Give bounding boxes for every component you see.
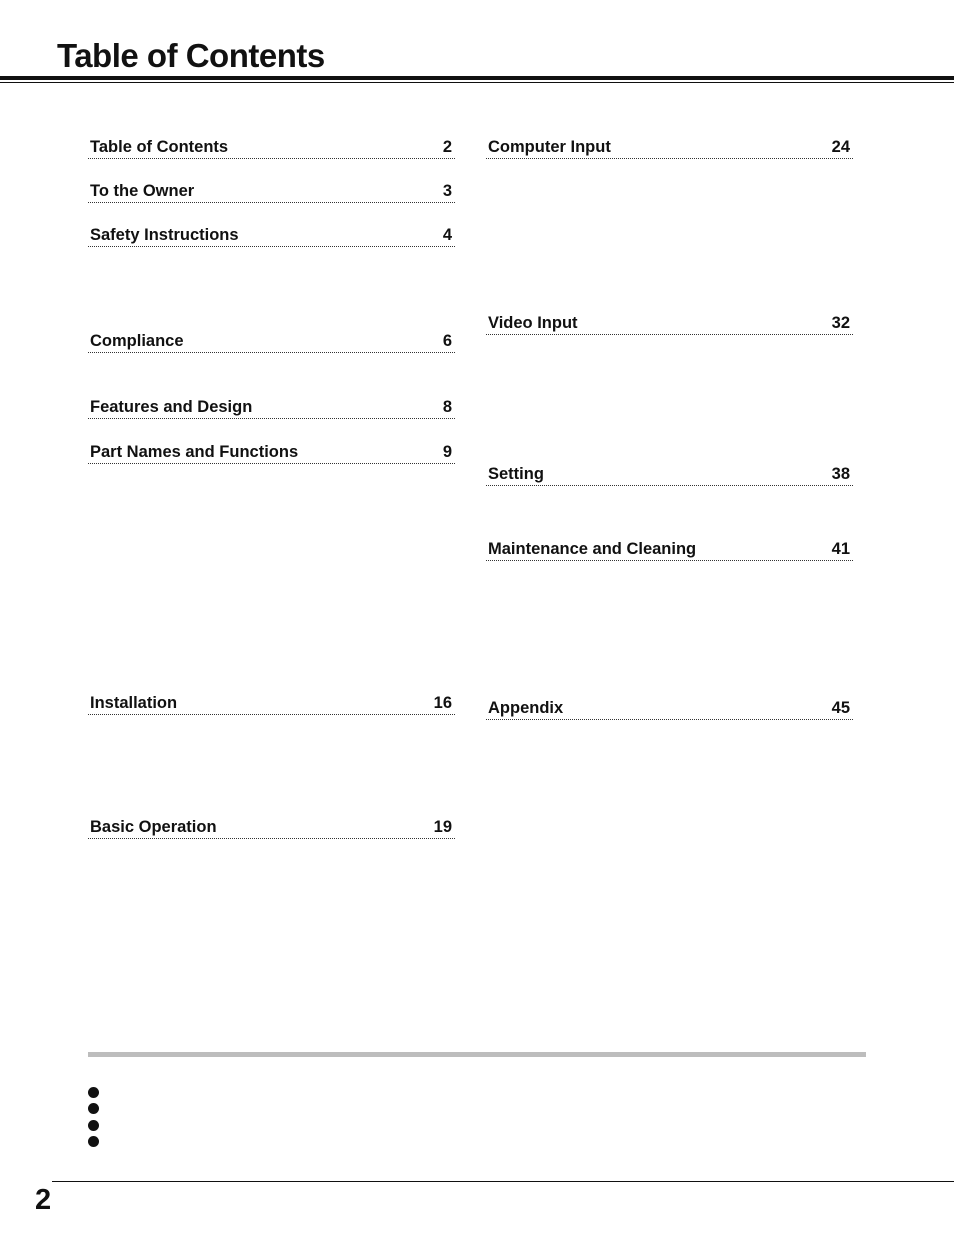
note-divider-bar [88, 1052, 866, 1057]
toc-entry-appendix[interactable] [486, 698, 853, 720]
toc-entry-title: Setting [488, 465, 544, 483]
bullet-icon [88, 1087, 99, 1098]
toc-entry-title: Safety Instructions [90, 226, 239, 244]
toc-entry-page: 19 [433, 818, 452, 836]
toc-entry-title: Features and Design [90, 398, 253, 416]
bullet-icon [88, 1120, 99, 1131]
toc-entry-computer-input[interactable] [486, 137, 853, 159]
toc-entry-page: 45 [831, 699, 850, 717]
toc-entry-title: Video Input [488, 314, 578, 332]
toc-entry-maintenance-and-cleaning[interactable] [486, 539, 853, 561]
toc-entry-page: 41 [831, 540, 850, 558]
toc-entry-page: 8 [442, 398, 452, 416]
toc-entry-page: 32 [831, 314, 850, 332]
bullet-icon [88, 1103, 99, 1114]
toc-entry-safety-instructions[interactable] [88, 225, 455, 247]
toc-entry-page: 24 [831, 138, 850, 156]
toc-entry-title: Part Names and Functions [90, 443, 299, 461]
toc-entry-title: Table of Contents [90, 138, 229, 156]
toc-entry-table-of-contents[interactable] [88, 137, 455, 159]
toc-entry-title: Maintenance and Cleaning [488, 540, 697, 558]
toc-entry-compliance[interactable] [88, 331, 455, 353]
toc-entry-title: Installation [90, 694, 178, 712]
toc-entry-to-the-owner[interactable] [88, 181, 455, 203]
toc-entry-features-and-design[interactable] [88, 397, 455, 419]
toc-entry-setting[interactable] [486, 464, 853, 486]
toc-entry-page: 4 [442, 226, 452, 244]
title-rule-thin [0, 82, 954, 83]
toc-entry-video-input[interactable] [486, 313, 853, 335]
toc-entry-page: 2 [442, 138, 452, 156]
toc-entry-page: 16 [433, 694, 452, 712]
page-title: Table of Contents [57, 37, 325, 74]
toc-entry-page: 38 [831, 465, 850, 483]
toc-entry-page: 9 [442, 443, 452, 461]
toc-entry-basic-operation[interactable] [88, 817, 455, 839]
toc-entry-title: Compliance [90, 332, 184, 350]
toc-entry-part-names-and-functions[interactable] [88, 442, 455, 464]
toc-entry-page: 6 [442, 332, 452, 350]
toc-entry-title: To the Owner [90, 182, 195, 200]
toc-entry-page: 3 [442, 182, 452, 200]
bullet-icon [88, 1136, 99, 1147]
page-number: 2 [35, 1184, 52, 1216]
toc-entry-title: Computer Input [488, 138, 611, 156]
title-rule-thick [0, 76, 954, 80]
footer-rule [52, 1181, 954, 1182]
toc-entry-title: Appendix [488, 699, 564, 717]
toc-entry-title: Basic Operation [90, 818, 217, 836]
toc-entry-installation[interactable] [88, 693, 455, 715]
